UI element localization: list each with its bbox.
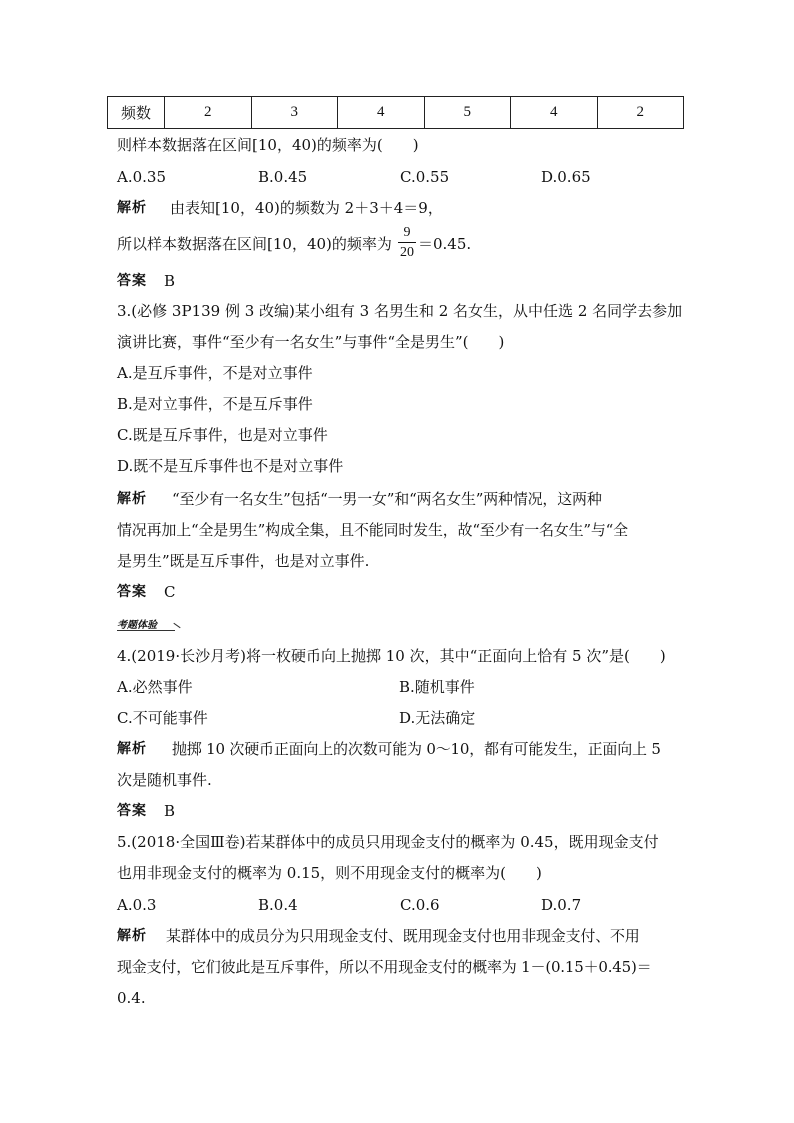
table-cell: 3 [251, 97, 338, 129]
q3-analysis-line2: 情况再加上“全是男生”构成全集，且不能同时发生，故“至少有一名女生”与“全 [117, 521, 628, 539]
q3-analysis-line1: “至少有一名女生”包括“一男一女”和“两名女生”两种情况，这两种 [172, 490, 602, 508]
q5-stem-line2: 也用非现金支付的概率为 0.15，则不用现金支付的概率为( ) [117, 864, 542, 882]
table-cell: 4 [338, 97, 425, 129]
q3-analysis-line3: 是男生”既是互斥事件，也是对立事件. [117, 552, 370, 570]
q3-stem-line1: 3.(必修 3P139 例 3 改编)某小组有 3 名男生和 2 名女生，从中任选 2 名同学去参加 [117, 302, 683, 320]
q4-answer: B [164, 802, 176, 820]
q2-analysis-line2-suffix: ＝0.45. [418, 235, 472, 253]
q2-option-c: C.0.55 [400, 168, 450, 186]
table-cell: 2 [165, 97, 252, 129]
table-header-cell: 频数 [108, 97, 165, 129]
q3-option-d: D.既不是互斥事件也不是对立事件 [117, 457, 344, 475]
table-cell: 2 [597, 97, 684, 129]
q5-option-d: D.0.7 [541, 896, 582, 914]
q3-analysis-label: 解析 [117, 491, 147, 507]
q5-option-a: A.0.3 [117, 896, 157, 914]
q4-analysis-line2: 次是随机事件. [117, 771, 212, 789]
q4-option-c: C.不可能事件 [117, 709, 208, 727]
section-tag-underline [117, 630, 175, 631]
q4-answer-label: 答案 [117, 803, 147, 819]
q3-answer-label: 答案 [117, 584, 147, 600]
frequency-table [107, 96, 684, 129]
q3-answer: C [164, 583, 176, 601]
q5-option-c: C.0.6 [400, 896, 440, 914]
q4-option-b: B.随机事件 [399, 678, 475, 696]
q2-fraction [398, 224, 416, 261]
q5-analysis-label: 解析 [117, 928, 147, 944]
section-tag-slash [173, 623, 180, 628]
fraction-bar [398, 242, 416, 243]
q2-analysis-line2-prefix: 所以样本数据落在区间[10，40)的频率为 [117, 235, 392, 253]
q2-analysis-label: 解析 [117, 200, 147, 216]
fraction-numerator: 9 [403, 225, 411, 240]
q3-option-c: C.既是互斥事件，也是对立事件 [117, 426, 328, 444]
section-tag-label: 考题体验 [117, 620, 157, 631]
table-cell: 5 [424, 97, 511, 129]
table-cell: 4 [511, 97, 598, 129]
q3-stem-line2: 演讲比赛，事件“至少有一名女生”与事件“全是男生”( ) [117, 333, 505, 351]
q2-answer: B [164, 272, 176, 290]
q2-option-d: D.0.65 [541, 168, 591, 186]
fraction-denominator: 20 [400, 245, 414, 260]
q2-answer-label: 答案 [117, 273, 147, 289]
q5-stem-line1: 5.(2018·全国Ⅲ卷)若某群体中的成员只用现金支付的概率为 0.45，既用现金支付 [117, 833, 659, 851]
table-row [108, 97, 684, 129]
q4-stem: 4.(2019·长沙月考)将一枚硬币向上抛掷 10 次，其中“正面向上恰有 5 次”是( ) [117, 647, 666, 665]
q5-analysis-line3: 0.4. [117, 989, 146, 1007]
q5-option-b: B.0.4 [258, 896, 298, 914]
q4-option-a: A.必然事件 [117, 678, 193, 696]
q5-analysis-line2: 现金支付，它们彼此是互斥事件，所以不用现金支付的概率为 1－(0.15＋0.45)＝ [117, 958, 652, 976]
q4-analysis-line1: 抛掷 10 次硬币正面向上的次数可能为 0～10，都有可能发生，正面向上 5 [172, 740, 661, 758]
q2-stem: 则样本数据落在区间[10，40)的频率为( ) [117, 136, 419, 154]
q5-analysis-line1: 某群体中的成员分为只用现金支付、既用现金支付也用非现金支付、不用 [166, 927, 640, 945]
q2-option-b: B.0.45 [258, 168, 308, 186]
q4-option-d: D.无法确定 [399, 709, 476, 727]
q4-analysis-label: 解析 [117, 741, 147, 757]
section-tag [117, 616, 157, 631]
q2-option-a: A.0.35 [117, 168, 166, 186]
q3-option-b: B.是对立事件，不是互斥事件 [117, 395, 313, 413]
q2-analysis-line1: 由表知[10，40)的频数为 2＋3＋4＝9， [170, 199, 443, 217]
q3-option-a: A.是互斥事件，不是对立事件 [117, 364, 313, 382]
